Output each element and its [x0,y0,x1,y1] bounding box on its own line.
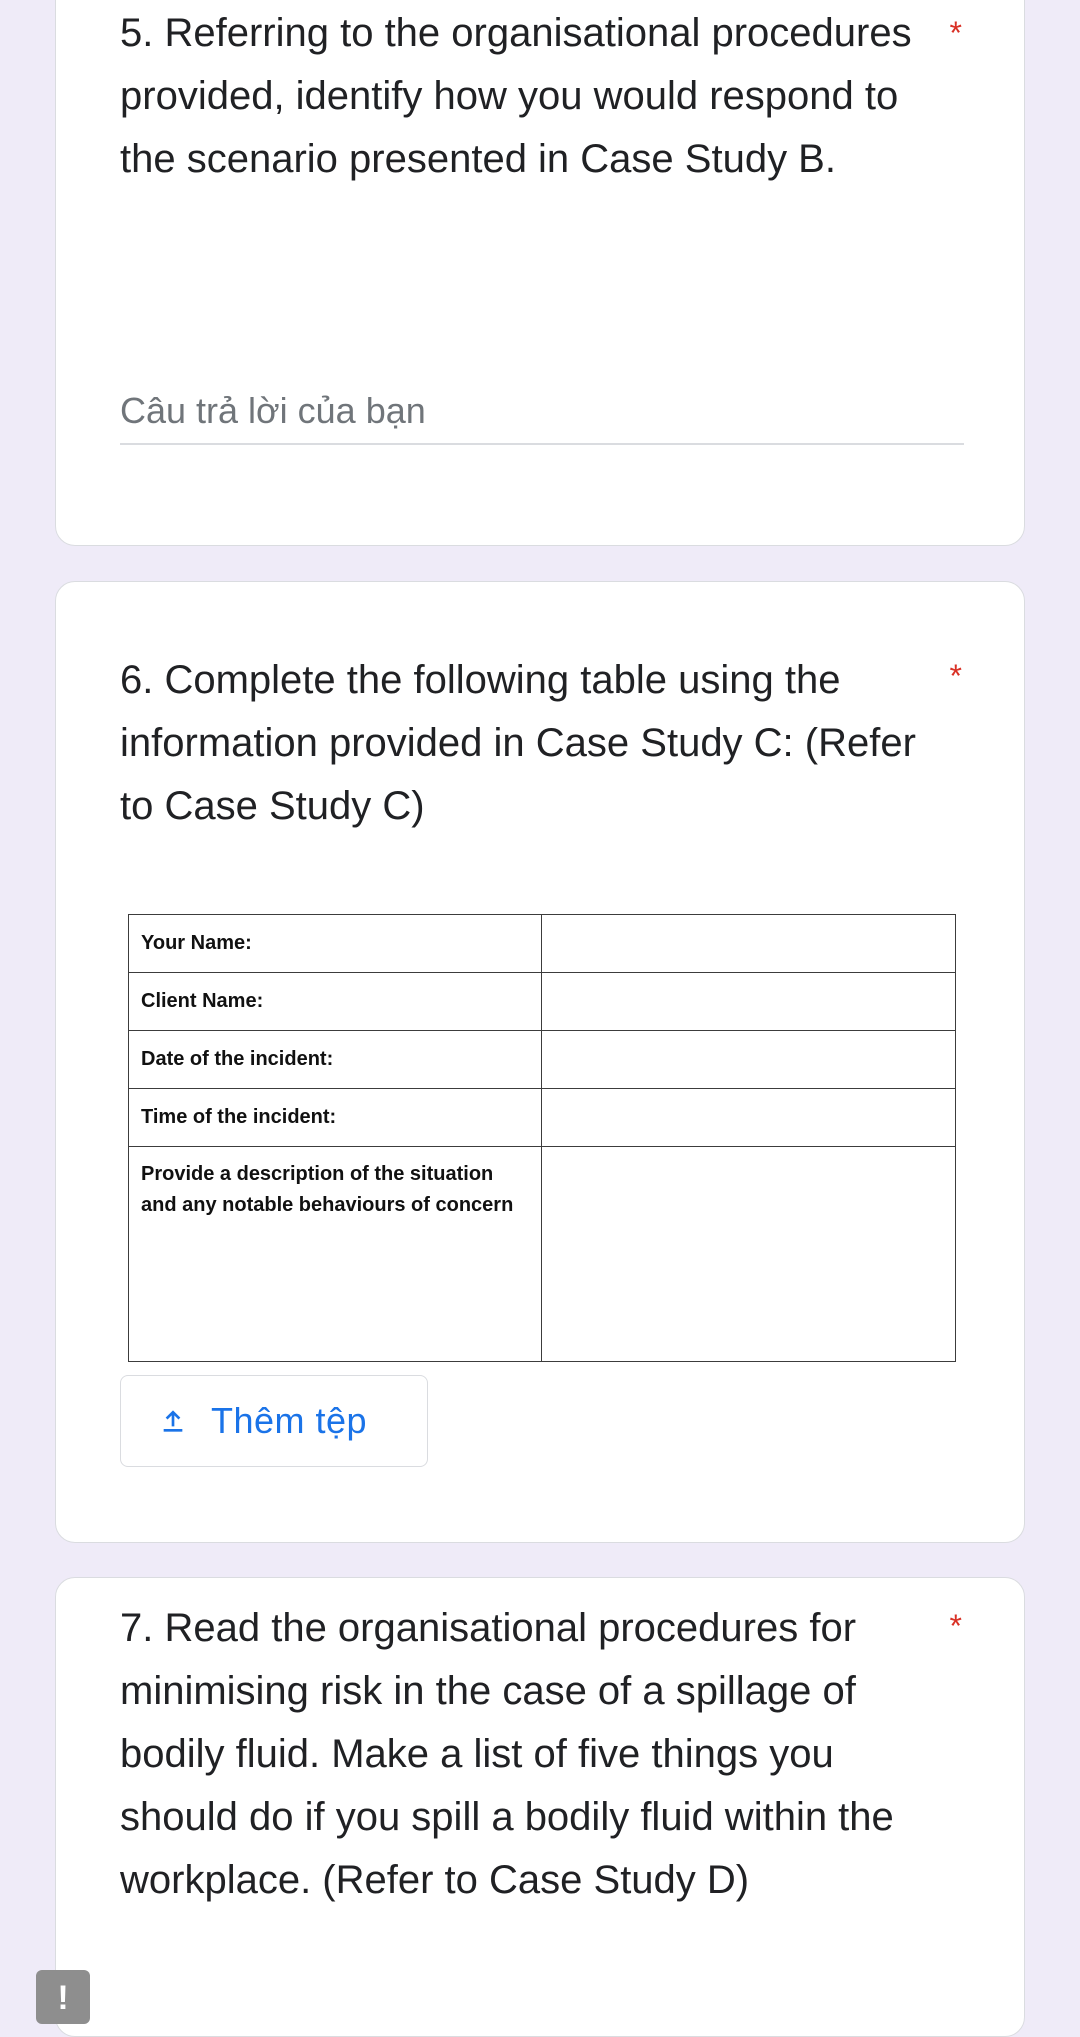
report-problem-button[interactable]: ! [36,1970,90,2024]
table-row [129,1147,956,1362]
question-7-text: 7. Read the organisational procedures for minimising risk in the case of a spillage of bodily fluid. Make a list of five things you should do if you spill a bodily fluid within the workplace. (Refer to Case Study D) [120,1606,894,1902]
question-card-7 [55,1577,1025,2037]
required-asterisk: * [949,1608,962,1644]
table-cell-value [542,1089,956,1147]
answer-input-5[interactable] [120,385,964,445]
case-study-table-image [128,914,956,1362]
required-asterisk: * [949,15,962,51]
table-cell-label: Client Name: [129,973,542,1031]
table-cell-label: Your Name: [129,915,542,973]
question-card-6 [55,581,1025,1543]
question-card-5 [55,0,1025,546]
question-6-text: 6. Complete the following table using the information provided in Case Study C: (Refer to Case Study C) [120,658,916,828]
table-cell-label: Date of the incident: [129,1031,542,1089]
table-row [129,915,956,973]
add-file-label: Thêm tệp [211,1400,368,1441]
add-file-button[interactable] [120,1375,428,1467]
table-cell-value [542,973,956,1031]
table-row [129,1089,956,1147]
upload-icon [157,1405,189,1437]
table-cell-label: Time of the incident: [129,1089,542,1147]
table-cell-value [542,915,956,973]
question-5-text: 5. Referring to the organisational procedures provided, identify how you would respond to the scenario presented in Case Study B. [120,11,912,181]
table-cell-label: Provide a description of the situation and any notable behaviours of concern [129,1147,542,1362]
table-row [129,1031,956,1089]
answer-placeholder: Câu trả lời của bạn [120,390,426,431]
table-cell-value [542,1147,956,1362]
table-row [129,973,956,1031]
table-cell-value [542,1031,956,1089]
required-asterisk: * [949,658,962,694]
